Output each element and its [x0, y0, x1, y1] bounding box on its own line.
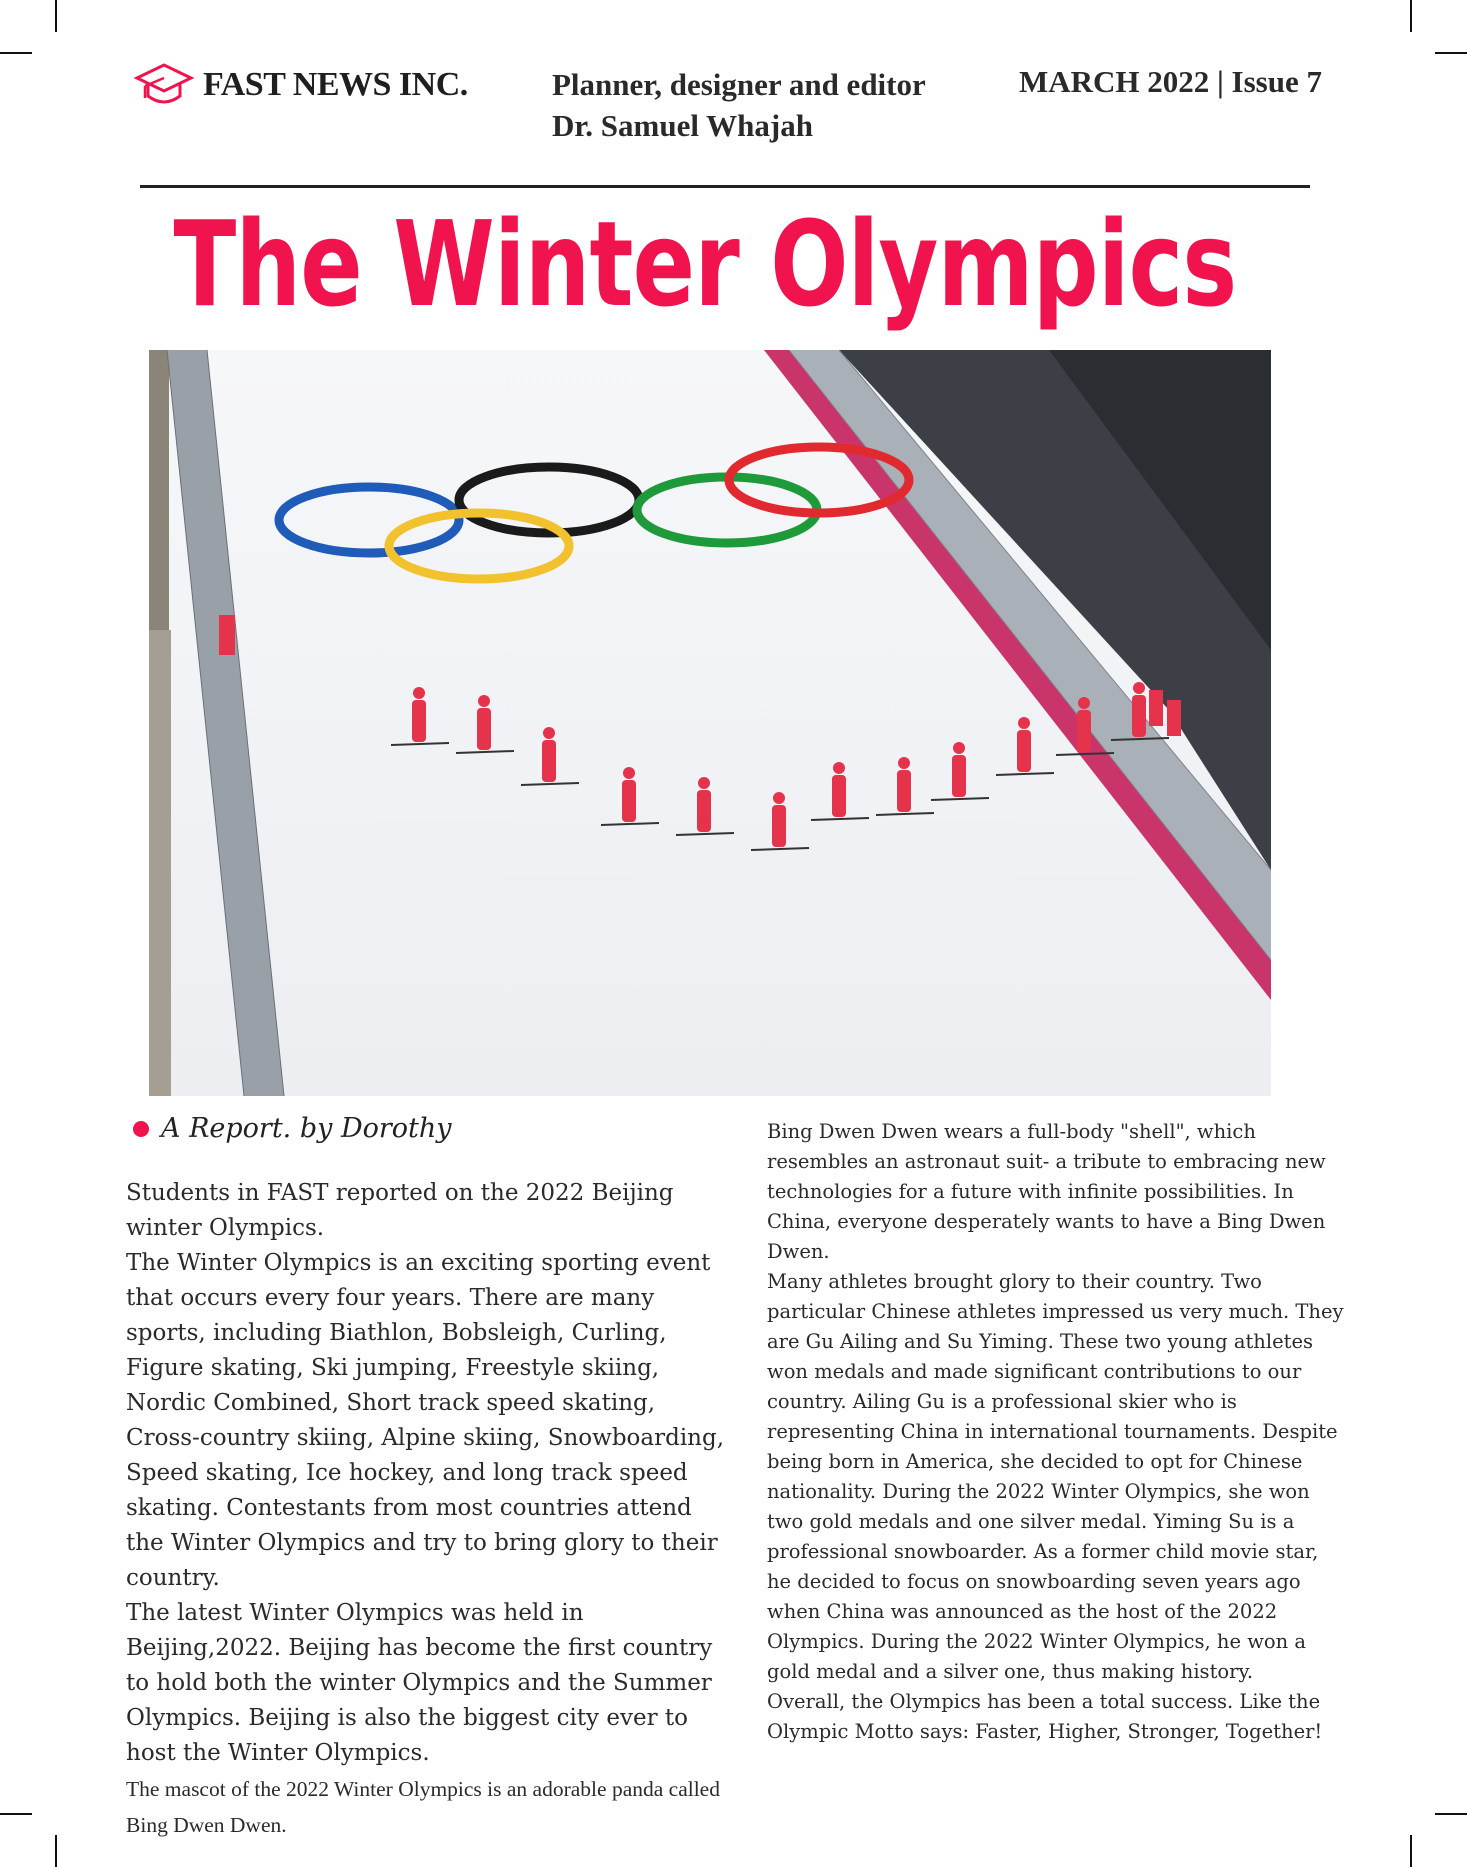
byline [133, 1113, 452, 1144]
bullet-dot-icon [133, 1121, 149, 1137]
skier-head [898, 757, 910, 769]
skier-figure [1017, 730, 1031, 772]
skier-head [773, 792, 785, 804]
paragraph: Many athletes brought glory to their country. Two particular Chinese athletes impressed us very much. They are Gu Ailing and Su Yiming. These two young athletes won medals and made significant contributions to our country. Ailing Gu is a professional skier who is representing China in international tournaments. Despite being born in America, she decided to opt for Chinese nationality. During the 2022 Winter Olympics, she won two gold medals and one silver medal. Yiming Su is a professional snowboarder. As a former child movie star, he decided to focus on snowboarding seven years ago when China was announced as the host of the 2022 Olympics. During the 2022 Winter Olympics, he won a gold medal and a silver one, thus making history. [767, 1270, 1344, 1683]
brand-name: FAST NEWS INC. [203, 66, 468, 103]
skier-figure [622, 780, 636, 822]
paragraph: Students in FAST reported on the 2022 Beijing winter Olympics. [126, 1180, 674, 1241]
skier-figure [952, 755, 966, 797]
skier-head [1133, 682, 1145, 694]
crop-mark [1435, 52, 1467, 54]
article-left-column [126, 1176, 726, 1843]
skier-head [953, 742, 965, 754]
editor-role: Planner, designer and editor [552, 67, 926, 102]
paragraph: The Winter Olympics is an exciting sporting event that occurs every four years. There are many sports, including Biathlon, Bobsleigh, Curling, Figure skating, Ski jumping, Freestyle skiing, Nordic Combined, Short track speed skating, Cross-country skiing, Alpine skiing, Snowboarding, Speed skating, Ice hockey, and long track speed skating. Contestants from most countries attend the Winter Olympics and try to bring glory to their country. [126, 1250, 725, 1591]
graduation-cap-icon [133, 60, 195, 110]
skier-figure [697, 790, 711, 832]
header-divider [140, 185, 1310, 188]
paragraph: Overall, the Olympics has been a total success. Like the Olympic Motto says: Faster, Higher, Stronger, Together! [767, 1690, 1323, 1743]
crop-mark [1435, 1813, 1467, 1815]
skier-figure [412, 700, 426, 742]
skier-figure [832, 775, 846, 817]
skier-head [1078, 697, 1090, 709]
crop-mark [55, 0, 57, 32]
skier-figure [477, 708, 491, 750]
editor-credit [552, 64, 926, 146]
page-title: The Winter Olympics [173, 195, 1237, 333]
crop-mark [1410, 1835, 1412, 1867]
skier-head [1018, 717, 1030, 729]
paragraph: The mascot of the 2022 Winter Olympics is an adorable panda called Bing Dwen Dwen. [126, 1777, 720, 1837]
skier-head [698, 777, 710, 789]
skier-figure [897, 770, 911, 812]
editor-name: Dr. Samuel Whajah [552, 108, 813, 143]
skier-figure [1132, 695, 1146, 737]
skier-head [543, 727, 555, 739]
crop-mark [55, 1835, 57, 1867]
skier-figure [1077, 710, 1091, 752]
crop-mark [1410, 0, 1412, 32]
olympic-rings-ski-slope-photo [149, 350, 1271, 1096]
brand-logo [133, 60, 468, 110]
crop-mark [0, 52, 32, 54]
paragraph: The latest Winter Olympics was held in Beijing,2022. Beijing has become the first country to hold both the winter Olympics and the Summer Olympics. Beijing is also the biggest city ever to host the Winter Olympics. [126, 1600, 713, 1766]
crop-mark [0, 1813, 32, 1815]
paragraph: Bing Dwen Dwen wears a full-body "shell", which resembles an astronaut suit- a tribute to embracing new technologies for a future with infinite possibilities. In China, everyone desperately wants to have a Bing Dwen Dwen. [767, 1120, 1326, 1263]
skier-head [413, 687, 425, 699]
article-right-column [767, 1117, 1347, 1747]
skier-head [478, 695, 490, 707]
skier-head [833, 762, 845, 774]
byline-text: A Report. by Dorothy [161, 1113, 452, 1144]
issue-date: MARCH 2022 | Issue 7 [1018, 64, 1322, 99]
skier-figure [542, 740, 556, 782]
skier-figure [772, 805, 786, 847]
skier-head [623, 767, 635, 779]
